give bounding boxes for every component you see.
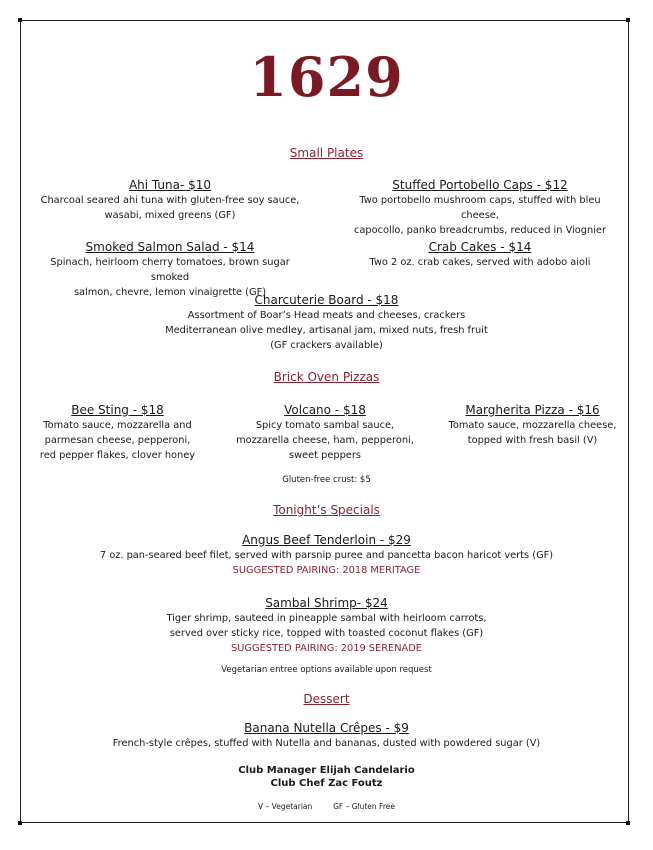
item-title: Sambal Shrimp- $24 <box>265 596 388 610</box>
gluten-free-crust-note: Gluten-free crust: $5 <box>282 475 371 485</box>
item-description: served over sticky rice, topped with toasted coconut flakes (GF) <box>169 628 484 639</box>
menu-item-crab-cakes <box>340 240 620 270</box>
item-description: mozzarella cheese, ham, pepperoni, <box>236 435 414 446</box>
item-description: topped with fresh basil (V) <box>467 435 598 446</box>
item-description: Tomato sauce, mozzarella and <box>43 420 192 431</box>
item-description: Tiger shrimp, sauteed in pineapple sambal with heirloom carrots, <box>166 613 487 624</box>
menu-item-smoked-salmon <box>30 240 310 300</box>
item-title: Smoked Salmon Salad - $14 <box>85 240 255 254</box>
menu-item-volcano <box>225 403 425 463</box>
legend-vegetarian: V – Vegetarian <box>258 802 313 811</box>
item-description: 7 oz. pan-seared beef filet, served with parsnip puree and pancetta bacon haricot verts (GF) <box>99 550 554 561</box>
wine-pairing: SUGGESTED PAIRING: 2019 SERENADE <box>231 643 422 654</box>
corner-mark <box>626 18 630 22</box>
menu-item-ahi-tuna <box>40 178 300 223</box>
item-description: (GF crackers available) <box>270 340 383 351</box>
section-heading-small-plates: Small Plates <box>289 146 364 160</box>
item-description: capocollo, panko breadcrumbs, reduced in Viognier <box>354 225 606 236</box>
menu-item-sambal-shrimp <box>0 596 653 656</box>
menu-item-charcuterie <box>0 293 653 353</box>
item-title: Bee Sting - $18 <box>71 403 164 417</box>
item-description: sweet peppers <box>289 450 361 461</box>
section-heading-pizzas: Brick Oven Pizzas <box>273 370 380 384</box>
menu-item-margherita <box>440 403 625 448</box>
restaurant-logo: 1629 <box>249 45 404 109</box>
menu-item-banana-nutella-crepes <box>0 721 653 751</box>
item-description: Spinach, heirloom cherry tomatoes, brown sugar smoked <box>50 257 290 283</box>
item-title: Banana Nutella Crêpes - $9 <box>244 721 409 735</box>
club-chef: Club Chef Zac Foutz <box>270 778 383 789</box>
section-heading-specials: Tonight’s Specials <box>273 503 380 517</box>
item-description: Mediterranean olive medley, artisanal jam, mixed nuts, fresh fruit <box>165 325 488 336</box>
item-description: Spicy tomato sambal sauce, <box>255 420 395 431</box>
menu-item-angus-beef <box>0 533 653 578</box>
item-description: red pepper flakes, clover honey <box>39 450 196 461</box>
item-description: wasabi, mixed greens (GF) <box>104 210 236 221</box>
item-title: Crab Cakes - $14 <box>428 240 532 254</box>
item-title: Ahi Tuna- $10 <box>128 178 212 192</box>
club-manager: Club Manager Elijah Candelario <box>238 765 415 776</box>
dietary-legend <box>0 802 653 811</box>
item-title: Stuffed Portobello Caps - $12 <box>392 178 568 192</box>
wine-pairing: SUGGESTED PAIRING: 2018 MERITAGE <box>232 565 421 576</box>
item-description: French-style crêpes, stuffed with Nutella and bananas, dusted with powdered sugar (V) <box>112 738 541 749</box>
corner-mark <box>18 18 22 22</box>
item-description: Two portobello mushroom caps, stuffed with bleu cheese, <box>359 195 601 221</box>
item-title: Margherita Pizza - $16 <box>465 403 600 417</box>
item-title: Charcuterie Board - $18 <box>254 293 399 307</box>
item-description: Assortment of Boar’s Head meats and cheeses, crackers <box>187 310 466 321</box>
item-description: salmon, chevre, lemon vinaigrette (GF) <box>73 287 267 298</box>
item-description: Two 2 oz. crab cakes, served with adobo aioli <box>369 257 591 268</box>
item-title: Volcano - $18 <box>284 403 366 417</box>
item-title: Angus Beef Tenderloin - $29 <box>242 533 411 547</box>
menu-item-bee-sting <box>30 403 205 463</box>
vegetarian-note: Vegetarian entree options available upon request <box>221 665 432 675</box>
section-heading-dessert: Dessert <box>303 692 350 706</box>
item-description: Tomato sauce, mozzarella cheese, <box>448 420 617 431</box>
menu-item-stuffed-portobello <box>340 178 620 238</box>
item-description: parmesan cheese, pepperoni, <box>44 435 191 446</box>
corner-mark <box>626 821 630 825</box>
item-description: Charcoal seared ahi tuna with gluten-free soy sauce, <box>40 195 300 206</box>
corner-mark <box>18 821 22 825</box>
legend-gluten-free: GF – Gluten Free <box>333 802 395 811</box>
